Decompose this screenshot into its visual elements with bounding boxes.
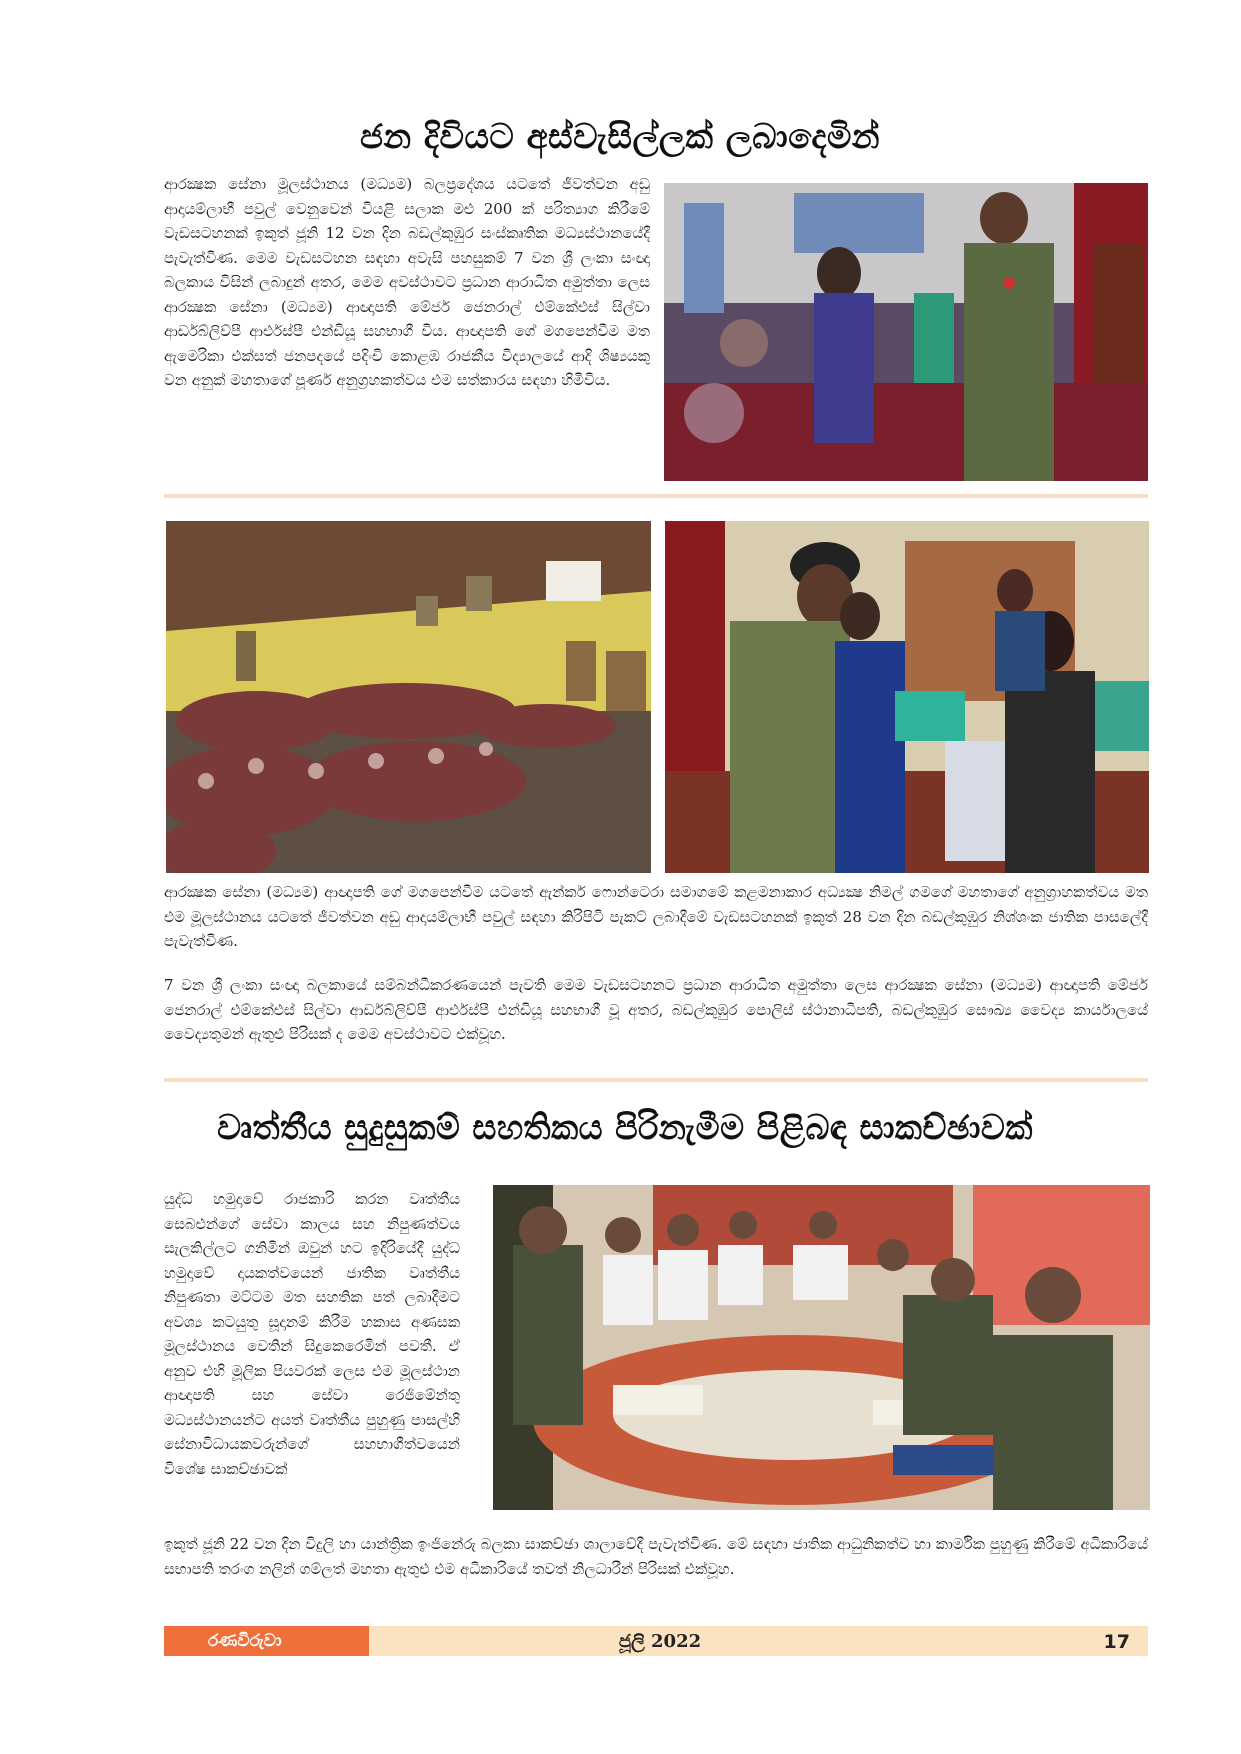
article1-body: ආරක්‍ෂක සේනා මූලස්ථානය (මධ්‍යම) බලප්‍රදේශය යටතේ ජීවත්වන අඩු ආදායම්ලාභී පවුල් වෙනුවෙන් වියළි සලාක මළු 200 ක් පරිත්‍යාග කිරීමේ වැඩසටහනක් ඉකුත් ජූනි 12 වන දින බඩල්කුඹුර සංස්කෘතික මධ්‍යස්ථානයේදී පැවැත්විණ. මෙම වැඩසටහන සඳහා අවැසි පහසුකම් 7 වන ශ්‍රී ලංකා සංඥා බලකාය විසින් ලබාදුන් අතර, මෙම අවස්ථාවට ප්‍රධාන ආරාධිත අමුත්තා ලෙස ආරක්‍ෂක සේනා (මධ්‍යම) ආඥාපති මේජර් ජෙනරාල් එම්කේඑස් සිල්වා ආර්ඩබ්ලිව්පී ආර්එස්පී එන්ඩියූ සහභාගී විය. ආඥාපති ගේ මගපෙන්වීම මත ඇමෙරිකා එක්සත් ජනපදයේ පදිංචි කොළඹ රාජකීය විද්‍යාලයේ ආදි ශිෂ්‍යයකු වන අනුක් මහතාගේ පූර්ණ අනුග්‍රහකත්වය එම සත්කාරය සඳහා හිමිවිය. [164, 175, 650, 389]
footer-magazine-name: රණවිරුවා [164, 1626, 369, 1656]
divider [164, 1078, 1148, 1082]
article1-headline: ජන දිවියට අස්වැසිල්ලක් ලබාදෙමින් [359, 117, 881, 157]
photo-hall-audience [166, 521, 651, 873]
photo-milk-distribution [665, 521, 1149, 873]
photo-caption-guests: 7 වන ශ්‍රී ලංකා සංඥා බලකායේ සම්බන්ධීකරණයෙන් පැවති මෙම වැඩසටහනට ප්‍රධාන ආරාධිත අමුත්තා ලෙස ආරක්‍ෂක සේනා (මධ්‍යම) ආඥාපති මේජර් ජෙනරාල් එම්කේඑස් සිල්වා ආර්ඩබ්ලිව්පී ආර්එස්පී එන්ඩියූ සහභාගී වූ අතර, බඩල්කුඹුර පොලිස් ස්ථානාධිපති, බඩල්කුඹුර සෞඛ්‍ය වෛද්‍ය කාර්යාලයේ වෛද්‍යතුමන් ඇතුළු පිරිසක් ද මෙම අවස්ථාවට එක්වූහ. [164, 976, 1148, 1043]
footer-issue-date: ජූලි 2022 [618, 1631, 702, 1652]
article2-body-column: යුද්ධ හමුදාවේ රාජකාරි කරන වෘත්තීය සෙබළුන්ගේ සේවා කාලය සහ නිපුණත්වය සැලකිල්ලට ගනිමින් ඔවුන් හට ඉදිරියේදී යුද්ධ හමුදාවේ දායකත්වයෙන් ජාතික වෘත්තීය නිපුණතා මට්ටම මත සහතික පත් ලබාදීමට අවශ්‍ය කටයුතු සූදානම් කිරීම හකාස අණසක මූලස්ථානය වෙතින් සිදුකෙරෙමින් පවතී. ඒ අනුව එහි මූලික පියවරක් ලෙස එම මූලස්ථාන ආඥාපති සහ සේවා රෙජිමේන්තු මධ්‍යස්ථානයන්ට අයත් වෘත්තීය පුහුණු පාසල්හි සේනාවිධායකවරුන්ගේ සහභාගීත්වයෙන් විශේෂ සාකච්ඡාවක් [164, 1190, 460, 1478]
photo-meeting-discussion [493, 1185, 1150, 1510]
divider [164, 494, 1148, 498]
photo-bag-handover [664, 183, 1148, 481]
footer-page-number: 17 [1103, 1631, 1130, 1653]
article2-body-full: ඉකුත් ජූනි 22 වන දින විදුලි හා යාන්ත්‍රික ඉංජිනේරු බලකා සාකච්ඡා ශාලාවේදී පැවැත්විණ. මේ සඳහා ජාතික ආධුනිකත්ව හා කාර්මික පුහුණු කිරීමේ අධිකාරියේ සභාපති තරංග නලින් ගම්ලත් මහතා ඇතුළු එම අධිකාරියේ තවත් නිලධාරීන් පිරිසක් එක්වූහ. [164, 1535, 1148, 1578]
photo-caption-milk: ආරක්‍ෂක සේනා (මධ්‍යම) ආඥාපති ගේ මගපෙන්වීම යටතේ ඇන්කර් ෆොන්ටෙරා සමාගමේ කළමනාකාර අධ්‍යක්‍ෂ නිමල් ගමගේ මහතාගේ අනුග්‍රාහකත්වය මත එම මූලස්ථානය යටතේ ජීවත්වන අඩු ආදායම්ලාභී පවුල් සඳහා කිරිපිටි පැකට් ලබාදීමේ වැඩසටහනක් ඉකුත් 28 වන දින බඩල්කුඹුර නිශ්ශංක ජාතික පාසලේදී පැවැත්විණ. [164, 883, 1148, 950]
article2-headline: වෘත්තීය සුදුසුකම් සහතිකය පිරිනැමීම පිළිබඳ සාකච්ඡාවක් [217, 1108, 1033, 1148]
